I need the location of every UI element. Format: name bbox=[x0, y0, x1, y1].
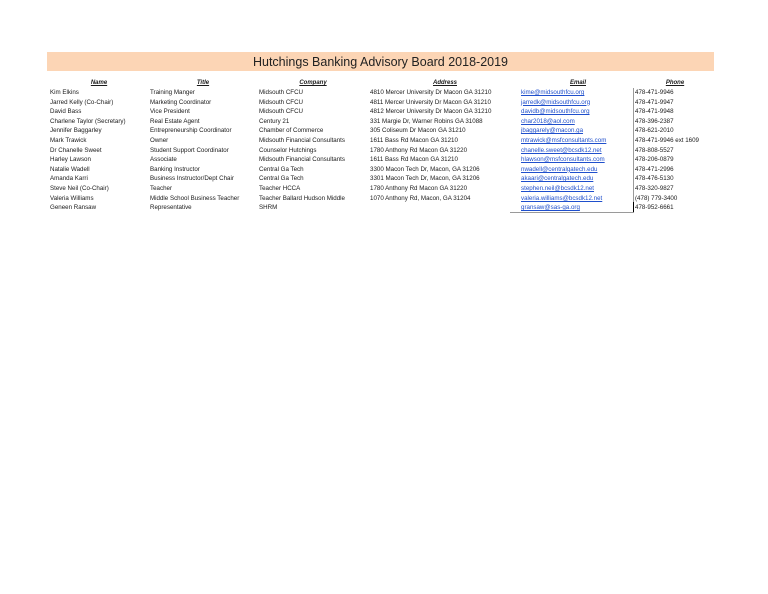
cell-title: Real Estate Agent bbox=[150, 117, 200, 125]
cell-phone: 478-471-9946 ext 1609 bbox=[635, 136, 699, 144]
sheet-title: Hutchings Banking Advisory Board 2018-2019 bbox=[252, 54, 509, 69]
cell-email[interactable]: hlawson@msfconsultants.com bbox=[521, 156, 605, 164]
sheet-title-bar bbox=[47, 52, 714, 71]
cell-title: Business Instructor/Dept Chair bbox=[150, 175, 234, 183]
cell-name: Kim Elkins bbox=[50, 89, 79, 96]
table-row bbox=[0, 117, 768, 127]
cell-company: Midsouth Financial Consultants bbox=[259, 136, 345, 144]
table-row bbox=[0, 88, 768, 98]
cell-company: Teacher Ballard Hudson Middle bbox=[259, 194, 345, 202]
cell-email[interactable]: kime@midsouthfcu.org bbox=[521, 89, 585, 96]
cell-name: David Bass bbox=[50, 108, 82, 116]
cell-email[interactable]: char2018@aol.com bbox=[521, 117, 575, 125]
table-row bbox=[0, 136, 768, 146]
cell-title: Owner bbox=[150, 136, 169, 144]
cell-email[interactable]: gransaw@sas-ga.org bbox=[521, 204, 580, 212]
cell-title: Associate bbox=[150, 156, 177, 164]
table-row bbox=[0, 194, 768, 204]
cell-name: Steve Neil (Co-Chair) bbox=[50, 184, 109, 192]
table-row bbox=[0, 165, 768, 175]
cell-name: Charlene Taylor (Secretary) bbox=[50, 117, 126, 125]
cell-title: Teacher bbox=[150, 184, 173, 192]
cell-title: Middle School Business Teacher bbox=[150, 194, 240, 202]
header-email: Email bbox=[569, 80, 586, 86]
cell-email[interactable]: jbaggarely@macon.ga bbox=[521, 127, 584, 135]
cell-title: Marketing Coordinator bbox=[150, 98, 212, 106]
cell-name: Amanda Karri bbox=[50, 175, 88, 183]
cell-company: Midsouth CFCU bbox=[259, 108, 304, 116]
cell-address: 4811 Mercer University Dr Macon GA 31210 bbox=[370, 98, 491, 106]
cell-phone: 478-621-2010 bbox=[635, 127, 674, 135]
cell-phone: 478-396-2387 bbox=[635, 117, 674, 125]
cell-address: 3300 Macon Tech Dr, Macon, GA 31206 bbox=[370, 165, 480, 173]
cell-address: 1611 Bass Rd Macon GA 31210 bbox=[370, 136, 458, 144]
header-address: Address bbox=[432, 80, 457, 86]
header-title: Title bbox=[196, 80, 210, 86]
cell-company: Midsouth CFCU bbox=[259, 98, 304, 106]
cell-company: Central Ga Tech bbox=[259, 175, 304, 183]
cell-phone: 478-808-5527 bbox=[635, 146, 674, 154]
cell-title: Vice President bbox=[150, 108, 190, 116]
cell-name: Jarred Kelly (Co-Chair) bbox=[50, 98, 114, 106]
cell-name: Geneen Ransaw bbox=[50, 204, 97, 212]
cell-title: Banking Instructor bbox=[150, 165, 200, 173]
cell-name: Valeria Williams bbox=[50, 194, 94, 202]
cell-address: 4810 Mercer University Dr Macon GA 31210 bbox=[370, 89, 492, 96]
cell-name: Harley Lawson bbox=[50, 156, 91, 164]
table-row bbox=[0, 155, 768, 165]
cell-address: 4812 Mercer University Dr Macon GA 31210 bbox=[370, 108, 492, 116]
cell-name: Jennifer Baggarley bbox=[50, 127, 102, 135]
header-phone: Phone bbox=[665, 80, 685, 86]
cell-email[interactable]: akaari@centralgatech.edu bbox=[521, 175, 594, 183]
cell-phone: (478) 779-3400 bbox=[635, 194, 678, 202]
cell-phone: 478-320-9827 bbox=[635, 184, 674, 192]
cell-address: 1611 Bass Rd Macon GA 31210 bbox=[370, 156, 458, 164]
cell-email[interactable]: stephen.neil@bcsdk12.net bbox=[521, 184, 595, 192]
cell-email[interactable]: davidb@midsouthfcu.org bbox=[521, 108, 590, 116]
cell-address: 331 Margie Dr, Warner Robins GA 31088 bbox=[370, 117, 483, 125]
cell-company: Counselor Hutchings bbox=[259, 146, 317, 154]
cell-phone: 478-476-5130 bbox=[635, 175, 674, 183]
cell-phone: 478-471-9948 bbox=[635, 108, 674, 116]
table-row bbox=[0, 184, 768, 194]
cell-phone: 478-471-9946 bbox=[635, 89, 674, 96]
cell-phone: 478-952-6661 bbox=[635, 204, 674, 212]
cell-company: Central Ga Tech bbox=[259, 165, 304, 173]
cell-company: Century 21 bbox=[259, 117, 290, 125]
cell-email[interactable]: valeria.williams@bcsdk12.net bbox=[521, 194, 603, 202]
table-row bbox=[0, 146, 768, 156]
header-company: Company bbox=[299, 80, 327, 86]
cell-email[interactable]: mtrawick@msfconsultants.com bbox=[521, 136, 607, 144]
cell-address: 1780 Anthony Rd Macon GA 31220 bbox=[370, 146, 468, 154]
cell-email[interactable]: nwadell@centralgatech.edu bbox=[521, 165, 598, 173]
cell-company: Teacher HCCA bbox=[259, 184, 301, 192]
cell-phone: 478-206-0879 bbox=[635, 156, 674, 164]
text-cursor bbox=[633, 202, 634, 212]
cell-address: 3301 Macon Tech Dr, Macon, GA 31206 bbox=[370, 175, 480, 183]
table-row bbox=[0, 174, 768, 184]
cell-company: Midsouth Financial Consultants bbox=[259, 156, 345, 164]
cell-address: 305 Coliseum Dr Macon GA 31210 bbox=[370, 127, 466, 135]
cell-company: Chamber of Commerce bbox=[259, 127, 324, 135]
cell-title: Student Support Coordinator bbox=[150, 146, 229, 154]
cell-name: Mark Trawick bbox=[50, 136, 87, 144]
cell-email[interactable]: chanelle.sweet@bcsdk12.net bbox=[521, 146, 602, 154]
cell-phone: 478-471-9947 bbox=[635, 98, 674, 106]
cell-address: 1780 Anthony Rd Macon GA 31220 bbox=[370, 184, 468, 192]
cell-name: Natalie Wadell bbox=[50, 165, 90, 173]
table-row bbox=[0, 203, 768, 213]
cell-email[interactable]: jarredk@midsouthfcu.org bbox=[521, 98, 591, 106]
cell-address: 1070 Anthony Rd, Macon, GA 31204 bbox=[370, 194, 471, 202]
cell-phone: 478-471-2996 bbox=[635, 165, 674, 173]
cell-company: Midsouth CFCU bbox=[259, 89, 304, 96]
table-row bbox=[0, 98, 768, 108]
contact-table bbox=[0, 88, 768, 213]
header-name: Name bbox=[90, 80, 108, 86]
cell-title: Training Manger bbox=[150, 89, 195, 96]
cell-company: SHRM bbox=[259, 204, 278, 212]
cell-title: Representative bbox=[150, 204, 192, 212]
cell-name: Dr Chanelle Sweet bbox=[50, 146, 102, 154]
table-row bbox=[0, 126, 768, 136]
cell-title: Entrepreneurship Coordinator bbox=[150, 127, 232, 135]
table-row bbox=[0, 107, 768, 117]
